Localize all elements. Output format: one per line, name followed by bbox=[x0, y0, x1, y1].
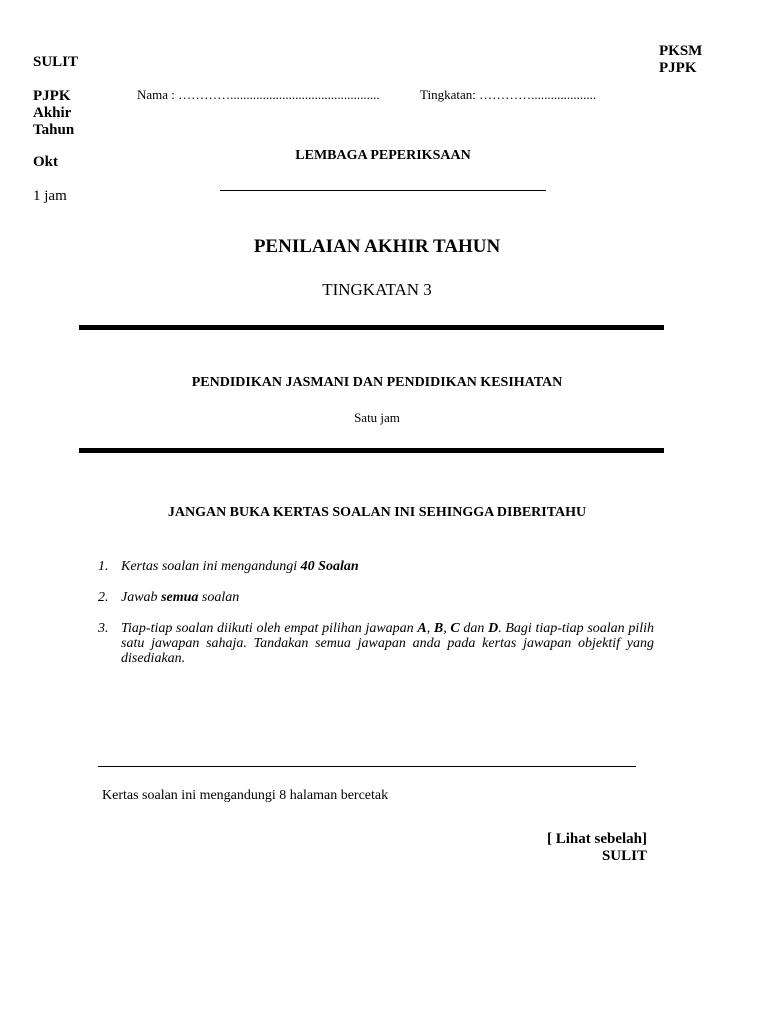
instruction-item bbox=[98, 559, 654, 574]
subject-name: PENDIDIKAN JASMANI DAN PENDIDIKAN KESIHATAN bbox=[191, 375, 563, 390]
subject-duration: Satu jam bbox=[354, 410, 400, 425]
option-letter: B bbox=[433, 621, 444, 636]
left-header-line: PJPK bbox=[33, 88, 71, 104]
left-header-line: Tahun bbox=[33, 122, 75, 138]
instruction-item bbox=[98, 590, 654, 605]
instruction-number: 3. bbox=[98, 621, 109, 636]
instruction-emphasis: semua bbox=[161, 590, 199, 605]
option-letter: D bbox=[488, 621, 499, 636]
exam-duration-short: 1 jam bbox=[33, 188, 67, 204]
instruction-text: soalan bbox=[198, 590, 240, 605]
exam-warning: JANGAN BUKA KERTAS SOALAN INI SEHINGGA DIBERITAHU bbox=[167, 505, 587, 520]
instruction-text: . Bagi tiap-tiap soalan pilih satu jawapan sahaja. Tandakan semua jawapan anda pada kertas jawapan objektif yang disediakan. bbox=[121, 621, 655, 666]
page-count-note: Kertas soalan ini mengandungi 8 halaman bercetak bbox=[102, 788, 389, 803]
question-count: 40 Soalan bbox=[300, 559, 359, 574]
instruction-number: 1. bbox=[98, 559, 109, 574]
instruction-text: , bbox=[426, 621, 434, 636]
instruction-text: , bbox=[443, 621, 451, 636]
name-field: Nama : ………….............................................. bbox=[137, 87, 380, 102]
form-field: Tingkatan: ………….................... bbox=[420, 87, 597, 102]
next-page-note: [ Lihat sebelah] bbox=[546, 831, 647, 847]
sulit-label-bottom: SULIT bbox=[601, 848, 647, 864]
left-header-block bbox=[33, 88, 74, 139]
left-header-line: Akhir bbox=[33, 105, 72, 121]
option-letter: A bbox=[417, 621, 427, 636]
option-letter: C bbox=[450, 621, 460, 636]
instruction-text: Kertas soalan ini mengandungi bbox=[121, 559, 301, 574]
exam-form: TINGKATAN 3 bbox=[322, 280, 432, 299]
instruction-number: 2. bbox=[98, 590, 109, 605]
right-header-block bbox=[659, 43, 702, 77]
exam-board: LEMBAGA PEPERIKSAAN bbox=[295, 148, 471, 163]
thick-divider-top bbox=[79, 325, 664, 330]
right-header-line: PKSM bbox=[659, 43, 703, 59]
thick-divider-bottom bbox=[79, 448, 664, 453]
instruction-text: Tiap-tiap soalan diikuti oleh empat pilihan jawapan bbox=[121, 621, 418, 636]
instruction-text: dan bbox=[459, 621, 489, 636]
instruction-text: Jawab bbox=[121, 590, 162, 605]
board-underline bbox=[220, 190, 546, 191]
instruction-item bbox=[98, 621, 654, 666]
exam-title: PENILAIAN AKHIR TAHUN bbox=[253, 236, 501, 257]
right-header-line: PJPK bbox=[659, 60, 697, 76]
exam-month: Okt bbox=[33, 154, 59, 170]
footer-divider bbox=[98, 766, 636, 767]
sulit-label-top: SULIT bbox=[33, 54, 79, 70]
